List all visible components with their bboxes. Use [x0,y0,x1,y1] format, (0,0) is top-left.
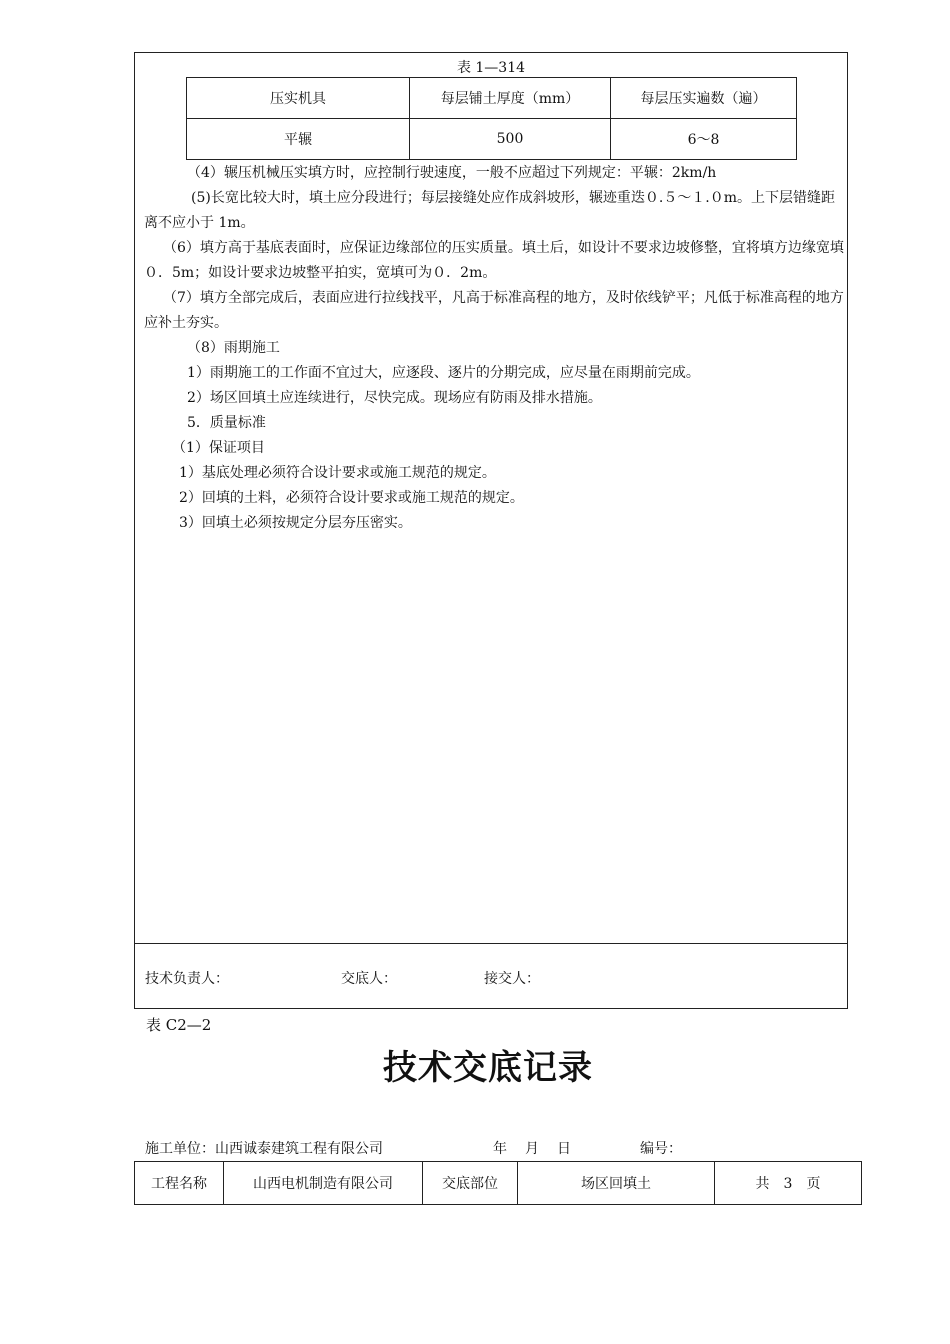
handover-part-value: 场区回填土 [518,1162,715,1205]
paragraph: （4）辗压机械压实填方时，应控制行驶速度，一般不应超过下列规定：平辗：2km/h [187,165,717,181]
project-info-table [134,1161,862,1205]
signature-divider [135,943,847,944]
header-cell: 每层铺土厚度（mm） [410,78,611,119]
table-header-row [187,78,797,119]
record-frame [134,52,848,1009]
paragraph: (5)长宽比较大时，填土应分段进行；每层接缝处应作成斜坡形，辗迹重迭０.５～１.０m。上下层错缝距离不应小于 1m。 [144,190,836,231]
paragraph: （8）雨期施工 [187,340,280,356]
project-name-label: 工程名称 [135,1162,224,1205]
form-number: 表 C2—2 [146,1016,212,1034]
table-cell: 6～8 [611,119,797,160]
paragraph: 2）回填的土料，必须符合设计要求或施工规范的规定。 [179,490,524,506]
table-caption: 表 1—314 [456,60,526,76]
handover-part-label: 交底部位 [423,1162,518,1205]
serial-number-label: 编号： [640,1141,682,1157]
table-cell: 平辗 [187,119,410,160]
body-text [144,161,844,536]
paragraph: （1）保证项目 [172,440,265,456]
tech-lead-signature: 技术负责人： [145,971,229,987]
paragraph: 1）雨期施工的工作面不宜过大，应逐段、逐片的分期完成，应尽量在雨期前完成。 [187,365,700,381]
paragraph: 2）场区回填土应连续进行，尽快完成。现场应有防雨及排水措施。 [187,390,602,406]
page-count: 共 3 页 [715,1162,862,1205]
paragraph: （7）填方全部完成后，表面应进行拉线找平，凡高于标准高程的地方，及时依线铲平；凡低于标准高程的地方应补土夯实。 [144,290,844,331]
handover-signature: 交底人： [341,971,397,987]
paragraph: （6）填方高于基底表面时，应保证边缘部位的压实质量。填土后，如设计不要求边坡修整，宜将填方边缘宽填０．5m；如设计要求边坡整平拍实，宽填可为０．2m。 [144,240,844,281]
paragraph: 1）基底处理必须符合设计要求或施工规范的规定。 [179,465,496,481]
table-row [187,119,797,160]
paragraph: 3）回填土必须按规定分层夯压密实。 [179,515,412,531]
compaction-table [186,77,797,160]
project-name-value: 山西电机制造有限公司 [224,1162,423,1205]
header-cell: 每层压实遍数（遍） [611,78,797,119]
paragraph: 5．质量标准 [187,415,266,431]
header-cell: 压实机具 [187,78,410,119]
construction-unit: 施工单位：山西诚泰建筑工程有限公司 [145,1141,383,1157]
receiver-signature: 接交人： [484,971,540,987]
date-label: 年 月 日 [493,1141,573,1157]
table-row [135,1162,862,1205]
table-cell: 500 [410,119,611,160]
page-title: 技术交底记录 [383,1048,593,1088]
